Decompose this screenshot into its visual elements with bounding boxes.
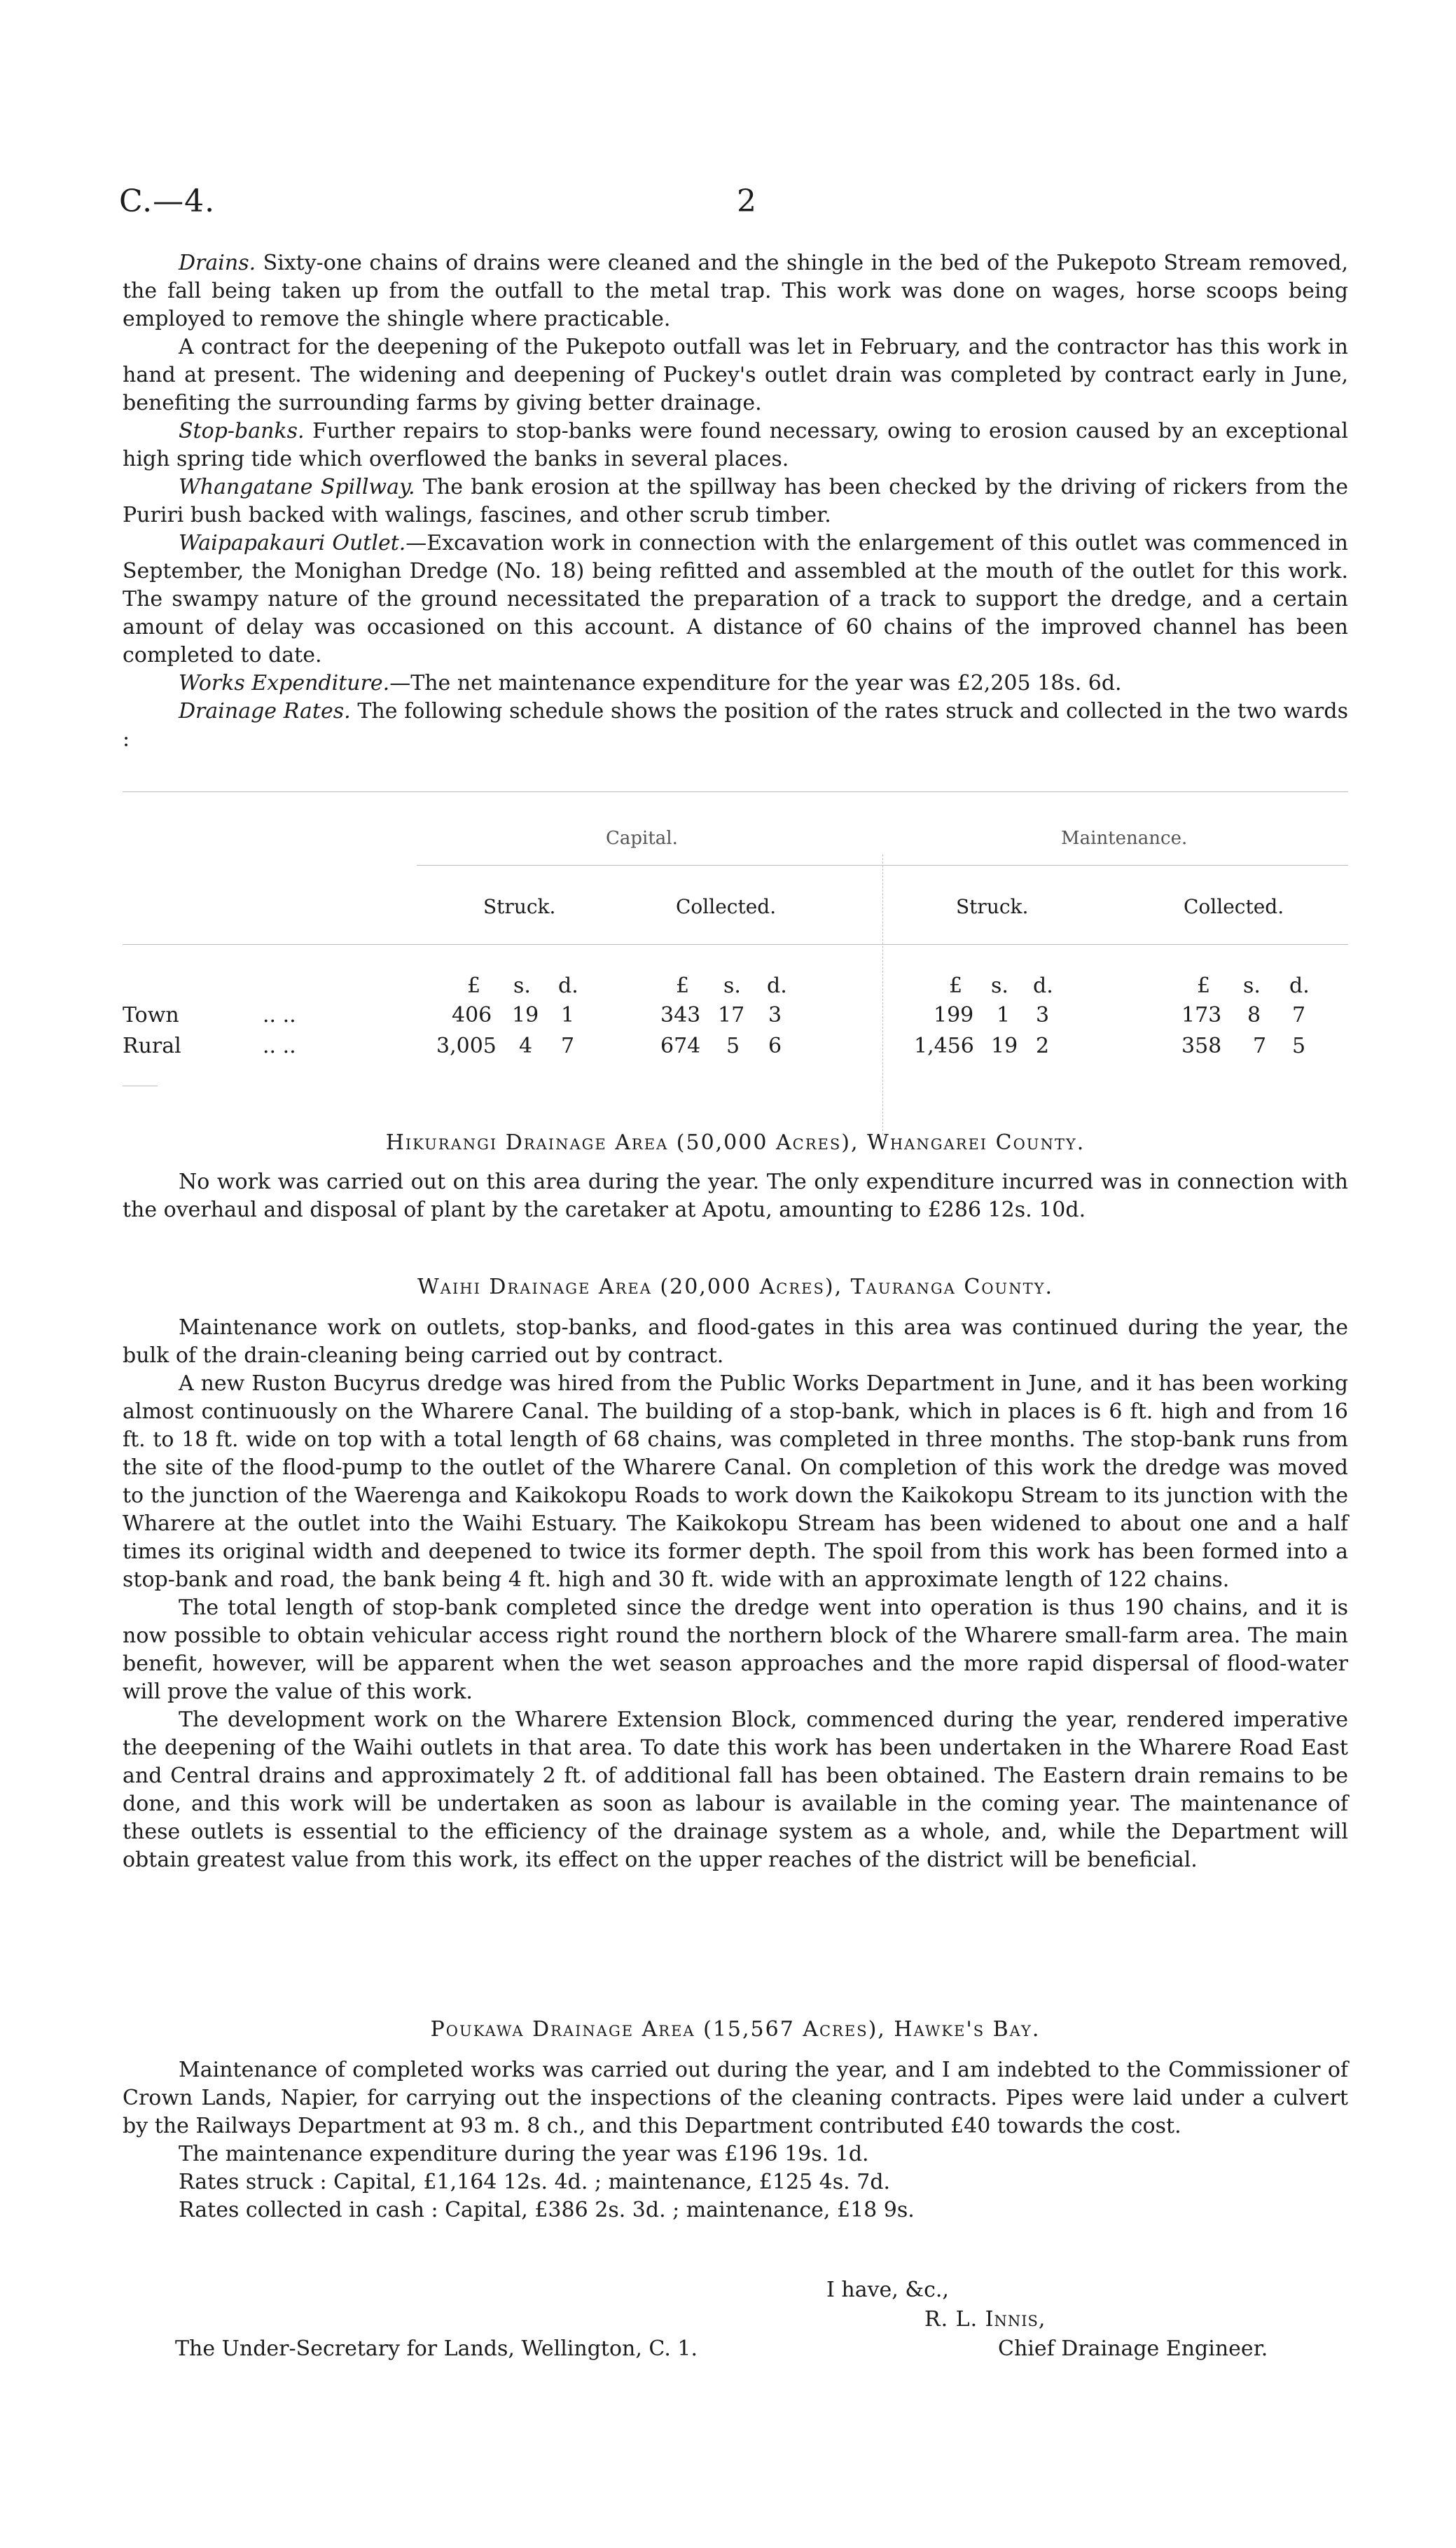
subheader-capital-struck: Struck. [483,895,556,918]
section-heading-hikurangi: Hikurangi Drainage Area (50,000 Acres), Whangarei County. [385,1130,1086,1155]
paragraph-stop-banks [123,417,1348,473]
cell-capital-collected-shillings: 5 [726,1034,740,1058]
cell-maintenance-struck-shillings: 19 [991,1034,1018,1058]
cell-maintenance-struck-pounds: 199 [934,1003,974,1027]
paragraph-text: —Excavation work in connection with the enlargement of this outlet was commenced in September, the Monighan Dredge (No. 18) being refitted and assembled at the mouth of the outlet for this work. The swampy nature of the ground necessitated the preparation of a track to support the dredge, and a certain amount of delay was occasioned on this account. A distance of 60 chains of the improved channel has been completed to date. [123,531,1348,667]
cell-maintenance-collected-pence: 5 [1292,1034,1306,1058]
unit-pence: d. [1289,974,1310,998]
unit-pounds: £ [467,974,481,998]
paragraph-text: The following schedule shows the position of the rates struck and collected in the two wards : [123,699,1348,752]
subheader-maintenance-collected: Collected. [1184,895,1284,918]
paragraph: Maintenance of completed works was carried out during the year, and I am indebted to the Commissioner of Crown Lands, Napier, for carrying out the inspections of the cleaning contracts. Pipes were laid under a culvert by the Railways Department at 93 m. 8 ch., and this Department contributed £40 towards the cost. [123,2058,1348,2138]
cell-capital-struck-pounds: 406 [452,1003,492,1027]
paragraph-drains [123,249,1348,333]
paragraph-lead: Works Expenditure. [179,671,390,695]
cell-maintenance-collected-pounds: 173 [1181,1003,1222,1027]
unit-pounds: £ [1197,974,1211,998]
paragraph-lead: Waipapakauri Outlet. [179,531,406,555]
unit-pence: d. [767,974,787,998]
unit-pounds: £ [949,974,963,998]
leader-dots: .. .. [263,1003,296,1027]
paragraph-lead: Whangatane Spillway. [179,475,415,499]
unit-shillings: s. [513,974,531,998]
unit-pence: d. [1033,974,1053,998]
cell-maintenance-struck-pounds: 1,456 [914,1034,974,1058]
table-divider [882,854,883,1135]
section-hikurangi [123,1168,1348,1224]
paragraph: No work was carried out on this area during the year. The only expenditure incurred was in connection with the overhaul and disposal of plant by the caretaker at Apotu, amounting to £286 12s. 10d. [123,1170,1348,1222]
paragraph: A new Ruston Bucyrus dredge was hired from the Public Works Department in June, and it has been working almost continuously on the Wharere Canal. The building of a stop-bank, which in places is 6 ft. high and from 16 ft. to 18 ft. wide on top with a total length of 68 chains, was completed in three months. The stop-bank runs from the site of the flood-pump to the outlet of the Wharere Canal. On completion of this work the dredge was moved to the junction of the Waerenga and Kaikokopu Roads to work down the Kaikokopu Stream to its junction with the Wharere at the outlet into the Waihi Estuary. The Kaikokopu Stream has been widened to about one and a half times its original width and deepened to twice its former depth. The spoil from this work has been formed into a stop-bank and road, the bank being 4 ft. high and 30 ft. wide with an approximate length of 122 chains. [123,1371,1348,1592]
ward-label: Town [123,1003,179,1027]
paragraph-text: A contract for the deepening of the Pukepoto outfall was let in February, and the contractor has this work in hand at present. The widening and deepening of Puckey's outlet drain was completed by contract early in June, benefiting the surrounding farms by giving better drainage. [123,335,1348,415]
intro-section [123,249,1348,754]
cell-maintenance-collected-shillings: 7 [1253,1034,1267,1058]
cell-maintenance-struck-shillings: 1 [997,1003,1011,1027]
cell-capital-struck-shillings: 19 [512,1003,539,1027]
paragraph-lead: Stop-banks. [179,419,305,443]
paragraph-lead: Drainage Rates. [179,699,351,723]
cell-capital-collected-pence: 3 [768,1003,782,1027]
unit-pounds: £ [676,974,690,998]
cell-capital-struck-pounds: 3,005 [436,1034,497,1058]
paragraph-text: Sixty-one chains of drains were cleaned and the shingle in the bed of the Pukepoto Stream removed, the fall being taken up from the outfall to the metal trap. This work was done on wages, horse scoops being employed to remove the shingle where practicable. [123,251,1348,331]
page-number: 2 [737,184,757,219]
rates-table [123,770,1348,1135]
document-reference: C.—4. [119,184,216,219]
paragraph-contract [123,333,1348,417]
cell-capital-collected-pounds: 674 [660,1034,701,1058]
unit-shillings: s. [723,974,741,998]
section-heading-poukawa: Poukawa Drainage Area (15,567 Acres), Hawke's Bay. [430,2017,1041,2042]
section-heading-waihi: Waihi Drainage Area (20,000 Acres), Tauranga County. [417,1275,1054,1299]
cell-capital-struck-pence: 7 [561,1034,575,1058]
unit-shillings: s. [1243,974,1261,998]
cell-capital-collected-shillings: 17 [718,1003,745,1027]
signatory-name: R. L. Innis, [924,2307,1046,2332]
cell-capital-collected-pence: 6 [768,1034,782,1058]
cell-capital-struck-shillings: 4 [519,1034,533,1058]
subheader-maintenance-struck: Struck. [956,895,1029,918]
cell-maintenance-collected-shillings: 8 [1247,1003,1261,1027]
closing-salutation: I have, &c., [826,2278,949,2302]
cell-maintenance-collected-pounds: 358 [1181,1034,1222,1058]
paragraph-text: —The net maintenance expenditure for the year was £2,205 18s. 6d. [389,671,1122,695]
unit-shillings: s. [991,974,1008,998]
leader-dots: .. .. [263,1034,296,1058]
paragraph: Rates collected in cash : Capital, £386 2s. 3d. ; maintenance, £18 9s. [179,2198,915,2222]
addressee: The Under-Secretary for Lands, Wellington, C. 1. [175,2336,698,2361]
cell-capital-struck-pence: 1 [561,1003,575,1027]
signatory-title: Chief Drainage Engineer. [998,2336,1268,2361]
table-rule [123,944,1348,945]
section-waihi [123,1314,1348,1874]
paragraph-rates [123,698,1348,754]
subheader-capital-collected: Collected. [676,895,777,918]
group-header-capital: Capital. [606,828,678,849]
table-rule [123,791,1348,792]
paragraph-text: The bank erosion at the spillway has been checked by the driving of rickers from the Puriri bush backed with walings, fascines, and other scrub timber. [123,475,1348,527]
cell-maintenance-struck-pence: 3 [1036,1003,1050,1027]
cell-maintenance-struck-pence: 2 [1036,1034,1050,1058]
unit-pence: d. [558,974,578,998]
paragraph-spillway [123,473,1348,529]
cell-maintenance-collected-pence: 7 [1292,1003,1306,1027]
paragraph: The development work on the Wharere Extension Block, commenced during the year, rendered imperative the deepening of the Waihi outlets in that area. To date this work has been undertaken in the Wharere Road East and Central drains and approximately 2 ft. of additional fall has been obtained. The Eastern drain remains to be done, and this work will be undertaken as soon as labour is available in the coming year. The maintenance of these outlets is essential to the efficiency of the drainage system as a whole, and, while the Department will obtain greatest value from this work, its effect on the upper reaches of the district will be beneficial. [123,1708,1348,1872]
section-poukawa [123,2056,1348,2224]
paragraph-expenditure [123,670,1348,698]
cell-capital-collected-pounds: 343 [660,1003,701,1027]
paragraph: The total length of stop-bank completed since the dredge went into operation is thus 190 chains, and it is now possible to obtain vehicular access right round the northern block of the Wharere small-farm area. The main benefit, however, will be apparent when the wet season approaches and the more rapid dispersal of flood-water will prove the value of this work. [123,1595,1348,1704]
paragraph-text: Further repairs to stop-banks were found necessary, owing to erosion caused by an exceptional high spring tide which overflowed the banks in several places. [123,419,1348,471]
ward-label: Rural [123,1034,181,1058]
paragraph: The maintenance expenditure during the year was £196 19s. 1d. [179,2142,869,2166]
paragraph: Rates struck : Capital, £1,164 12s. 4d. ; maintenance, £125 4s. 7d. [179,2170,891,2194]
paragraph-outlet [123,529,1348,670]
paragraph-lead: Drains. [179,251,256,275]
group-header-maintenance: Maintenance. [1061,828,1188,849]
paragraph: Maintenance work on outlets, stop-banks, and flood-gates in this area was continued during the year, the bulk of the drain-cleaning being carried out by contract. [123,1315,1348,1368]
